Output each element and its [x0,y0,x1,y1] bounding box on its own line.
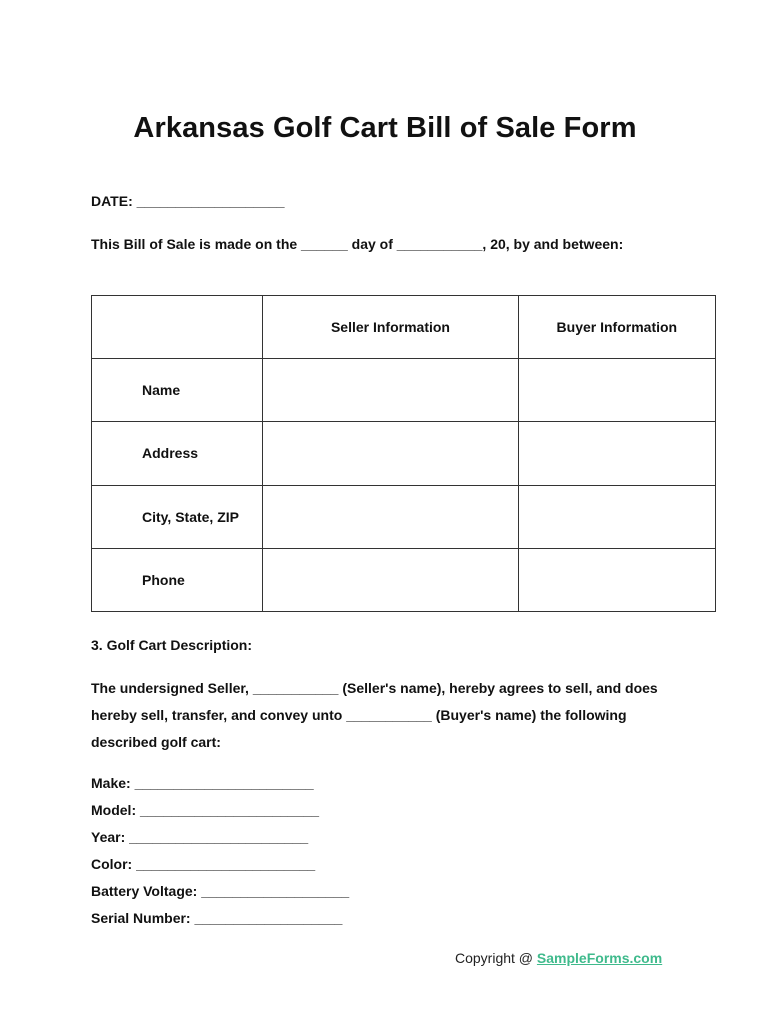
golf-cart-fields [91,773,349,935]
sampleforms-link[interactable]: SampleForms.com [536,950,663,966]
table-header-seller: Seller Information [263,296,518,359]
buyer-name-cell[interactable] [518,359,715,422]
color-field[interactable]: Color: _______________________ [91,856,316,872]
intro-line: This Bill of Sale is made on the ______ day of ___________, 20, by and between: [91,236,624,252]
seller-city-state-zip-cell[interactable] [263,485,518,548]
copyright-footer [455,950,662,966]
row-label-address: Address [92,422,263,485]
party-info-table [91,295,716,612]
table-header-buyer: Buyer Information [518,296,715,359]
seller-address-cell[interactable] [263,422,518,485]
year-field[interactable]: Year: _______________________ [91,829,309,845]
section-heading: 3. Golf Cart Description: [91,637,253,653]
table-row [92,422,716,485]
make-field[interactable]: Make: _______________________ [91,775,314,791]
table-row [92,485,716,548]
row-label-name: Name [92,359,263,422]
serial-number-field[interactable]: Serial Number: ___________________ [91,910,343,926]
row-label-phone: Phone [92,548,263,611]
page-title: Arkansas Golf Cart Bill of Sale Form [133,112,637,144]
table-row [92,548,716,611]
seller-phone-cell[interactable] [263,548,518,611]
row-label-city-state-zip: City, State, ZIP [92,485,263,548]
table-header-blank [92,296,263,359]
buyer-address-cell[interactable] [518,422,715,485]
table-header-row [92,296,716,359]
agreement-paragraph: The undersigned Seller, ___________ (Seller's name), hereby agrees to sell, and does hereby sell, transfer, and convey unto ___________ (Buyer's name) the following described golf cart: [91,680,658,750]
buyer-phone-cell[interactable] [518,548,715,611]
table-row [92,359,716,422]
battery-voltage-field[interactable]: Battery Voltage: ___________________ [91,883,350,899]
date-line: DATE: ___________________ [91,193,285,209]
seller-name-cell[interactable] [263,359,518,422]
model-field[interactable]: Model: _______________________ [91,802,320,818]
copyright-text: Copyright @ [455,950,537,966]
buyer-city-state-zip-cell[interactable] [518,485,715,548]
